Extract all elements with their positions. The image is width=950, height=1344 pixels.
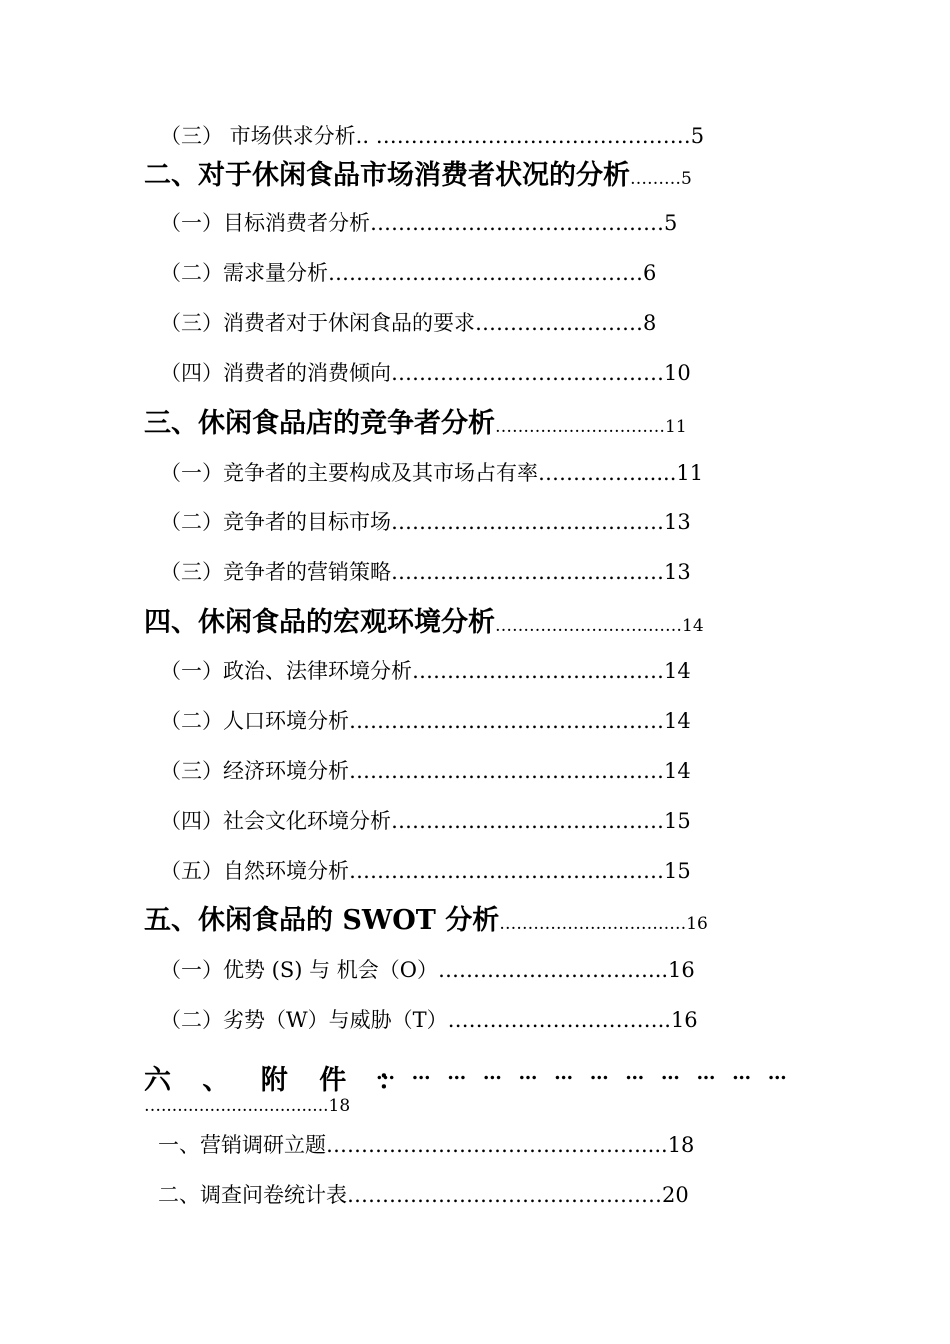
toc-entry[interactable]: （二）竞争者的目标市场…………………………………13 [160,510,691,534]
toc-entry[interactable]: （一）目标消费者分析……………………………………5 [160,211,678,235]
toc-entry[interactable]: （二）劣势（W）与威胁（T）…………………………..16 [160,1008,698,1032]
toc-entry[interactable]: （一）竞争者的主要构成及其市场占有率…………….....11 [160,461,704,485]
toc-appendix-entry[interactable]: 一、营销调研立题………………………………………....18 [158,1133,695,1157]
toc-entry[interactable]: （一）政治、法律环境分析………………………………14 [160,659,691,683]
toc-entry[interactable]: （二）需求量分析………………………………………6 [160,261,657,285]
toc-entry[interactable]: （三）竞争者的营销策略…………………………………13 [160,560,691,584]
toc-section-heading[interactable]: 四、休闲食品的宏观环境分析……………………………14 [144,607,704,638]
toc-annex-page: …...............................18 [144,1096,351,1116]
toc-annex-heading[interactable]: 六 、 附 件 ： [144,1065,405,1096]
toc-entry[interactable]: （四）消费者的消费倾向…………………………………10 [160,361,691,385]
toc-entry[interactable]: （三）经济环境分析………………………………………14 [160,759,691,783]
toc-entry[interactable]: （一）优势 (S) 与 机会（O）…………………………...16 [160,958,695,982]
toc-section-heading[interactable]: 三、休闲食品店的竞争者分析…………………………11 [144,408,687,439]
toc-annex-leader: … … … … … … … … … … … … [376,1062,787,1084]
toc-entry[interactable]: （二）人口环境分析………………………………………14 [160,709,691,733]
toc-entry[interactable]: （三）消费者对于休闲食品的要求……………………8 [160,311,657,335]
toc-entry[interactable]: （五）自然环境分析………………………………………15 [160,859,691,883]
toc-section-heading[interactable]: 二、对于休闲食品市场消费者状况的分析………5 [144,160,692,191]
toc-entry[interactable]: （四）社会文化环境分析…………………………………15 [160,809,691,833]
toc-entry[interactable]: （三） 市场供求分析.. ………………………………………5 [160,124,705,148]
toc-appendix-entry[interactable]: 二、调查问卷统计表………………………………………20 [158,1183,689,1207]
toc-section-heading[interactable]: 五、休闲食品的 SWOT 分析……………………………16 [144,905,708,936]
